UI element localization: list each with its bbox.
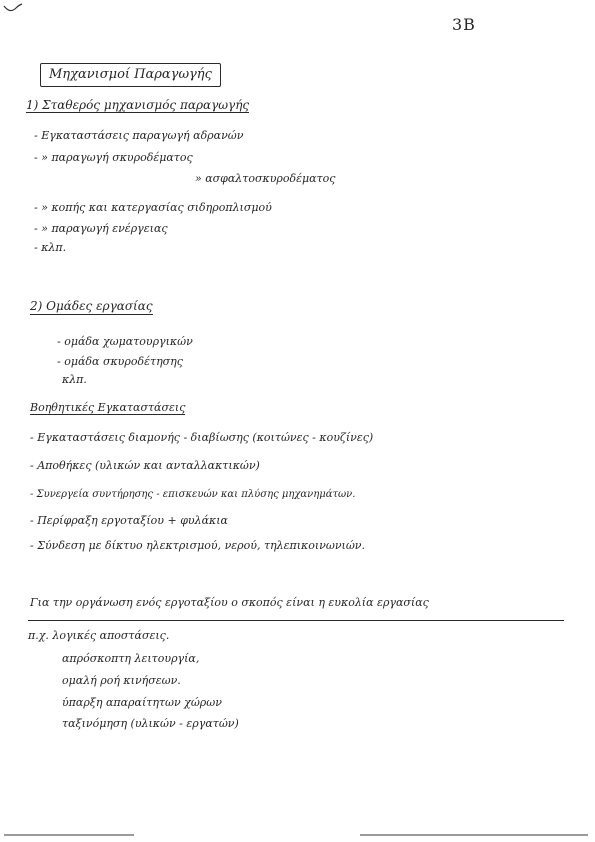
section3-item: - Εγκαταστάσεις διαμονής - διαβίωσης (κοιτώνες - κουζίνες) xyxy=(30,431,374,444)
section2-heading-text: 2) Ομάδες εργασίας xyxy=(30,299,153,313)
section4-heading: Για την οργάνωση ενός εργοταξίου ο σκοπός είναι η ευκολία εργασίας xyxy=(30,596,429,609)
section1-item: » ασφαλτοσκυροδέματος xyxy=(195,172,336,185)
section3-heading: Βοηθητικές Εγκαταστάσεις xyxy=(30,401,186,414)
section2-item: - ομάδα χωματουργικών xyxy=(57,335,193,348)
page-number: 3B xyxy=(452,15,476,34)
section4-underline xyxy=(28,620,564,621)
section1-item: - κλπ. xyxy=(34,241,67,254)
section4-item: ταξινόμηση (υλικών - εργατών) xyxy=(62,717,239,730)
scan-artifact-left xyxy=(4,834,134,836)
section2-heading xyxy=(30,300,153,312)
section4-item: απρόσκοπτη λειτουργία, xyxy=(62,652,200,665)
section1-item: - » παραγωγή ενέργειας xyxy=(34,222,168,235)
section1-item: - Εγκαταστάσεις παραγωγή αδρανών xyxy=(34,129,244,142)
page-title: Μηχανισμοί Παραγωγής xyxy=(40,63,221,87)
section4-item: π.χ. λογικές αποστάσεις. xyxy=(28,629,170,642)
section4-item: ύπαρξη απαραίτητων χώρων xyxy=(62,696,222,709)
corner-check-mark xyxy=(2,2,24,16)
section4-item: ομαλή ροή κινήσεων. xyxy=(62,674,181,687)
scan-artifact-right xyxy=(360,834,588,836)
section1-item: - » παραγωγή σκυροδέματος xyxy=(34,151,193,164)
section3-item: - Περίφραξη εργοταξίου + φυλάκια xyxy=(30,514,228,527)
section2-item: - ομάδα σκυροδέτησης xyxy=(57,355,183,368)
section1-heading: 1) Σταθερός μηχανισμός παραγωγής xyxy=(26,98,250,112)
section3-item: - Συνεργεία συντήρησης - επισκευών και πλύσης μηχανημάτων. xyxy=(30,489,356,500)
section3-item: - Αποθήκες (υλικών και ανταλλακτικών) xyxy=(30,459,260,472)
section3-item: - Σύνδεση με δίκτυο ηλεκτρισμού, νερού, τηλεπικοινωνιών. xyxy=(30,539,365,552)
section2-item: κλπ. xyxy=(62,373,87,386)
section1-item: - » κοπής και κατεργασίας σιδηροπλισμού xyxy=(34,201,272,214)
